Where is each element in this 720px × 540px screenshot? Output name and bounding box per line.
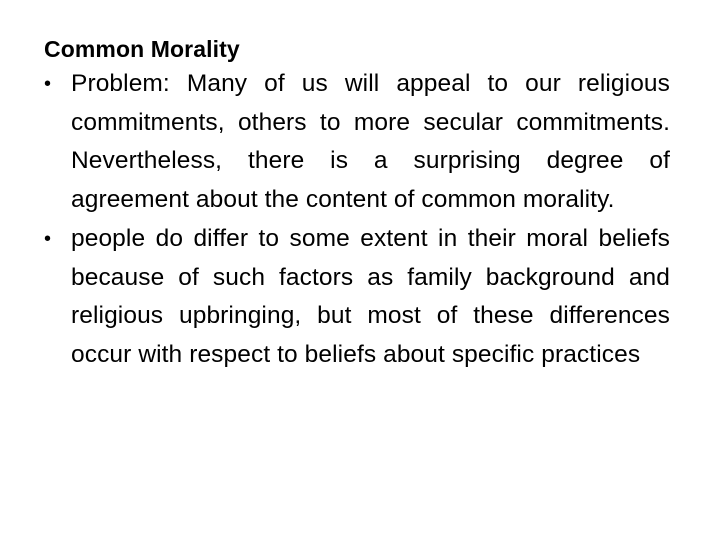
bullet-dot-icon: •	[44, 227, 52, 250]
bullet-text: Problem: Many of us will appeal to our religious commitments, others to more secular commitments. Nevertheless, there is a surprising degree of agreement about the content of common morality.	[71, 70, 670, 214]
slide-title: Common Morality	[44, 36, 240, 62]
bullet-text: people do differ to some extent in their moral beliefs because of such factors as family background and religious upbringing, but most of these differences occur with respect to beliefs about specific practices	[71, 224, 670, 368]
bullet-item-problem	[44, 65, 670, 220]
bullet-item-differences	[44, 220, 670, 375]
slide-content	[44, 34, 670, 375]
bullet-dot-icon: •	[44, 73, 52, 95]
bullet-list	[44, 65, 670, 375]
